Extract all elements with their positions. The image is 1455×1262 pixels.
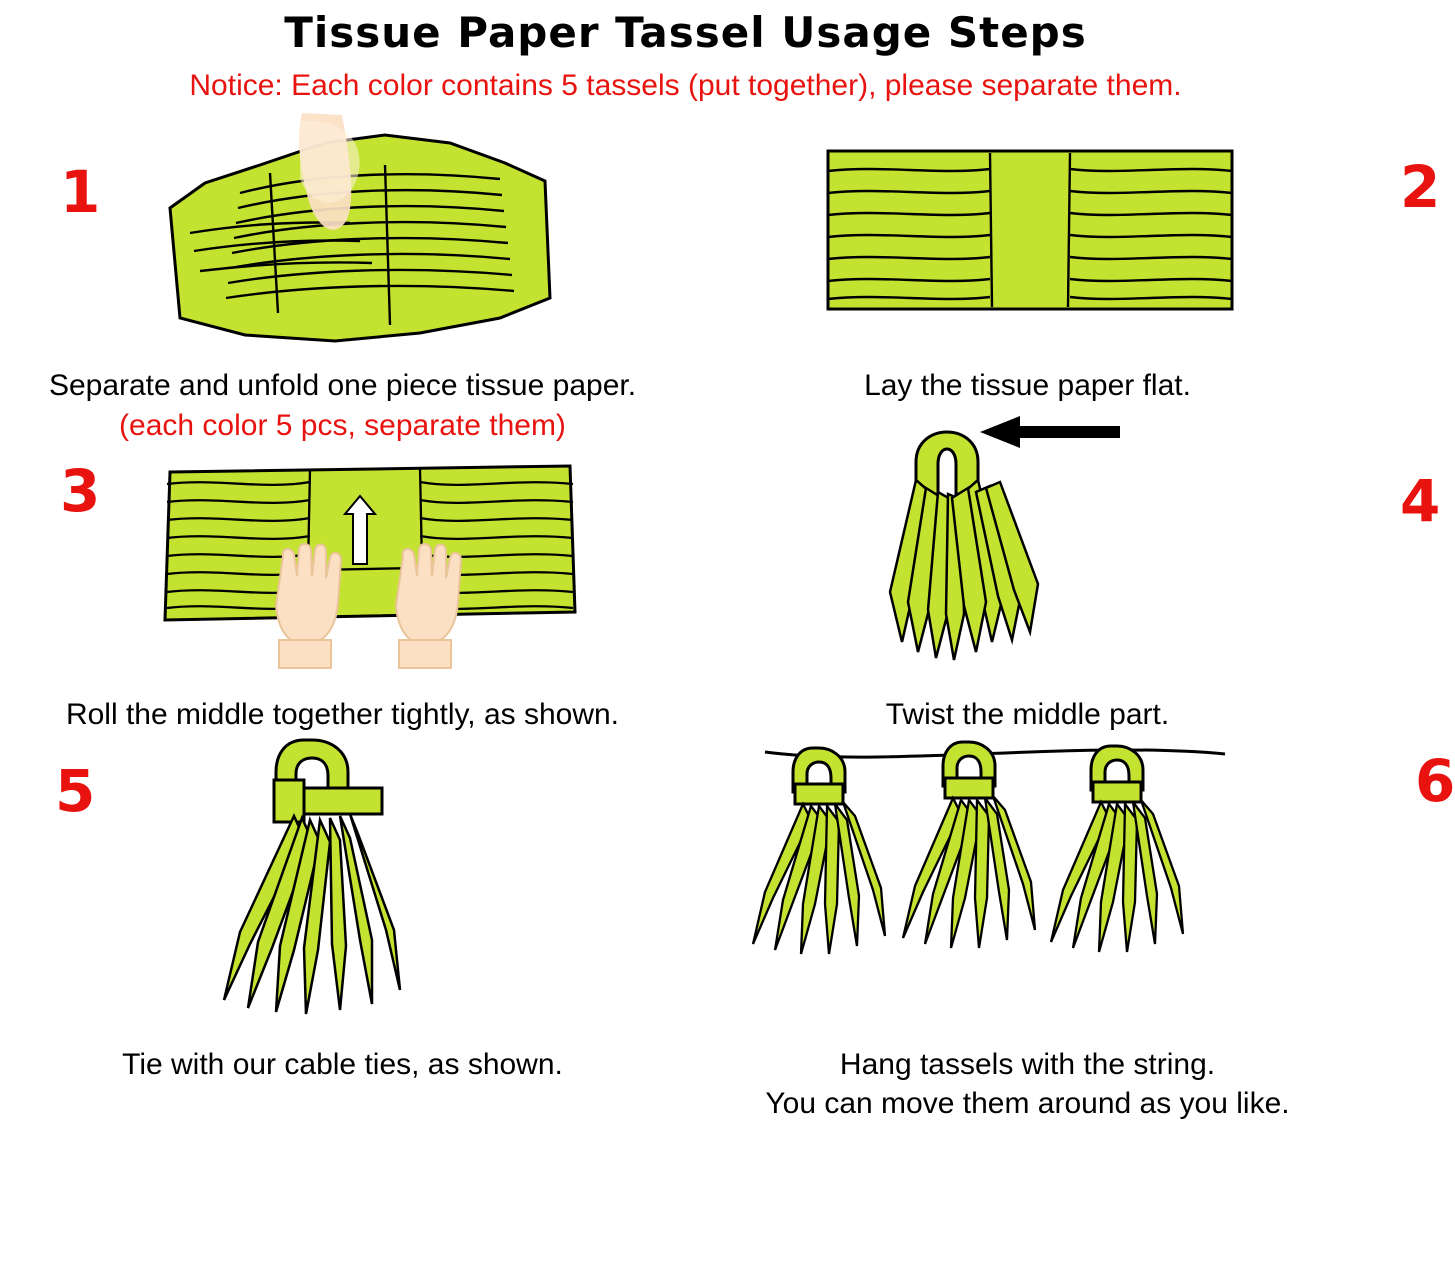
- step-5-number: 5: [55, 756, 96, 825]
- step-4-number: 4: [1400, 467, 1441, 536]
- instruction-sheet: [0, 8, 1455, 1262]
- notice-text: Notice: Each color contains 5 tassels (put together), please separate them.: [189, 69, 1182, 102]
- step-5-caption: Tie with our cable ties, as shown.: [122, 1047, 563, 1081]
- step-6-illustration: [685, 732, 1370, 1042]
- step-2-number: 2: [1400, 153, 1441, 221]
- step-1-subcaption: (each color 5 pcs, separate them): [119, 408, 566, 442]
- step-3: [0, 442, 685, 732]
- tassel-hanging: [1051, 746, 1183, 952]
- step-5: [0, 732, 685, 1121]
- step-4-caption: Twist the middle part.: [885, 698, 1170, 732]
- step-1-caption: Separate and unfold one piece tissue paper.: [48, 369, 637, 402]
- step-4-illustration: [685, 442, 1370, 692]
- step-6-number: 6: [1415, 746, 1455, 815]
- tassel-hanging: [753, 748, 885, 954]
- step-6-caption: Hang tassels with the string.: [839, 1047, 1216, 1081]
- steps-row-2: [0, 442, 1441, 732]
- step-6-subcaption: You can move them around as you like.: [765, 1087, 1290, 1121]
- page-title: Tissue Paper Tassel Usage Steps: [284, 8, 1087, 57]
- step-1: [0, 113, 685, 442]
- step-5-illustration: [0, 732, 685, 1042]
- step-4: [685, 442, 1441, 732]
- right-hand: [396, 544, 461, 668]
- step-1-number: 1: [60, 158, 101, 226]
- step-2-illustration: [685, 113, 1370, 363]
- step-6: [685, 732, 1455, 1121]
- step-1-illustration: [0, 113, 685, 363]
- step-3-number: 3: [60, 457, 101, 526]
- step-3-caption: Roll the middle together tightly, as shown.: [65, 698, 620, 732]
- steps-grid: [0, 113, 1455, 1121]
- left-hand: [276, 544, 341, 668]
- tassel-hanging: [903, 742, 1035, 948]
- arrow-left-icon: [980, 416, 1120, 448]
- steps-row-1: [0, 113, 1441, 442]
- steps-row-3: [0, 732, 1455, 1121]
- step-2: [685, 113, 1441, 442]
- step-3-illustration: [0, 442, 685, 692]
- step-2-caption: Lay the tissue paper flat.: [864, 369, 1191, 402]
